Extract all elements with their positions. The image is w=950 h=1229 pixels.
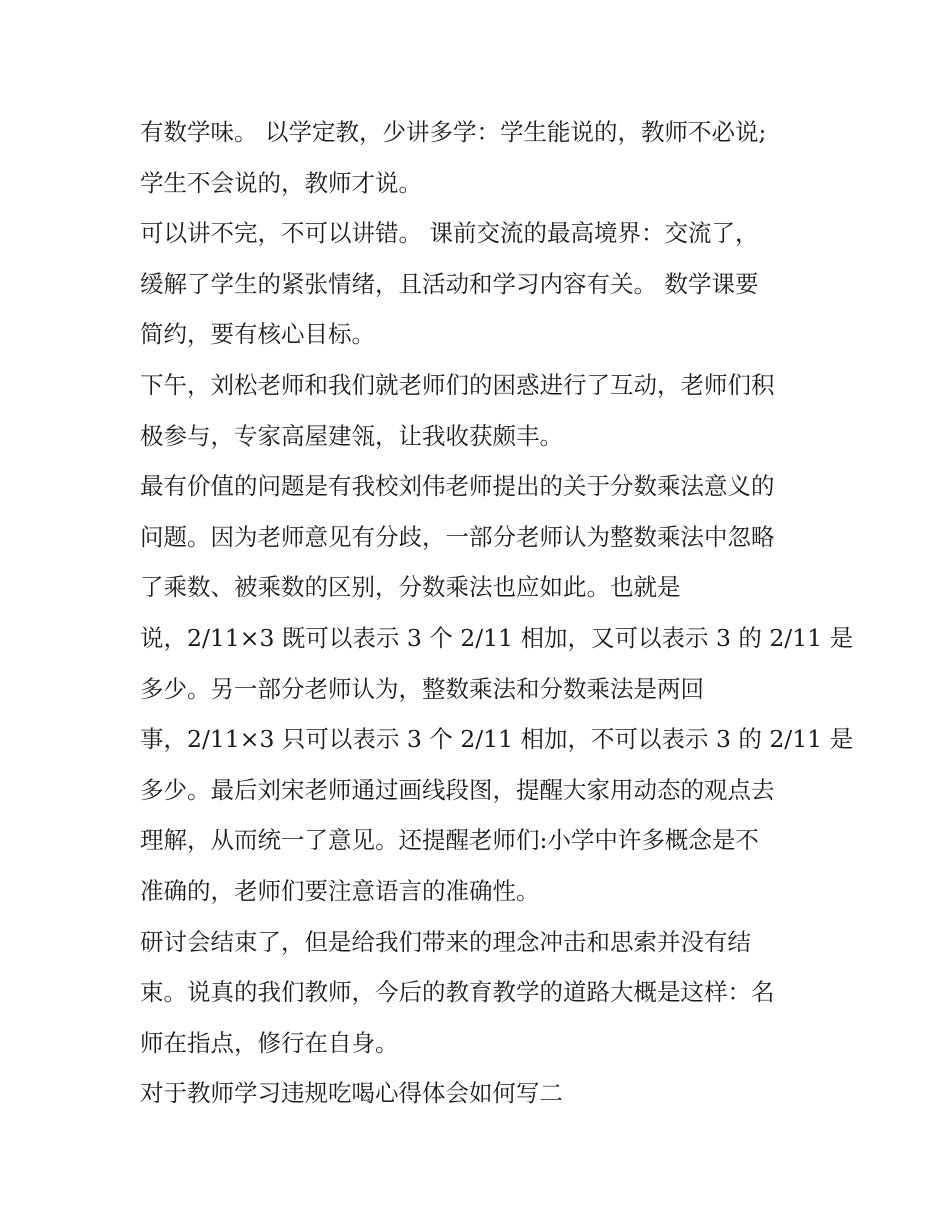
document-body xyxy=(140,107,854,1119)
text-line-15: 理解，从而统一了意见。还提醒老师们:小学中许多概念是不 xyxy=(140,826,759,855)
text-line-8: 最有价值的问题是有我校刘伟老师提出的关于分数乘法意义的 xyxy=(140,472,775,501)
text-line-10: 了乘数、被乘数的区别，分数乘法也应如此。也就是 xyxy=(140,573,681,602)
text-line-11: 说，2/11×3 既可以表示 3 个 2/11 相加，又可以表示 3 的 2/11 是 xyxy=(140,623,854,652)
text-line-4: 缓解了学生的紧张情绪，且活动和学习内容有关。 数学课要 xyxy=(140,269,759,298)
text-line-2: 学生不会说的，教师才说。 xyxy=(140,168,422,197)
text-line-18: 束。说真的我们教师，今后的教育教学的道路大概是这样：名 xyxy=(140,978,775,1007)
text-line-12: 多少。另一部分老师认为，整数乘法和分数乘法是两回 xyxy=(140,674,704,703)
section-heading: 对于教师学习违规吃喝心得体会如何写二 xyxy=(140,1079,563,1108)
text-line-13: 事，2/11×3 只可以表示 3 个 2/11 相加，不可以表示 3 的 2/11 是 xyxy=(140,725,854,754)
text-line-1: 有数学味。 以学定教，少讲多学：学生能说的，教师不必说; xyxy=(140,118,767,146)
text-line-19: 师在指点，修行在自身。 xyxy=(140,1028,399,1057)
text-line-6: 下午，刘松老师和我们就老师们的困惑进行了互动，老师们积 xyxy=(140,370,775,399)
text-line-14: 多少。最后刘宋老师通过画线段图，提醒大家用动态的观点去 xyxy=(140,775,775,804)
text-line-17: 研讨会结束了，但是给我们带来的理念冲击和思索并没有结 xyxy=(140,927,751,956)
text-line-7: 极参与，专家高屋建瓴，让我收获颇丰。 xyxy=(140,421,563,450)
text-line-3: 可以讲不完，不可以讲错。 课前交流的最高境界：交流了， xyxy=(140,219,759,248)
text-line-9: 问题。因为老师意见有分歧，一部分老师认为整数乘法中忽略 xyxy=(140,522,775,551)
text-line-16: 准确的，老师们要注意语言的准确性。 xyxy=(140,876,540,905)
text-line-5: 简约，要有核心目标。 xyxy=(140,320,375,349)
